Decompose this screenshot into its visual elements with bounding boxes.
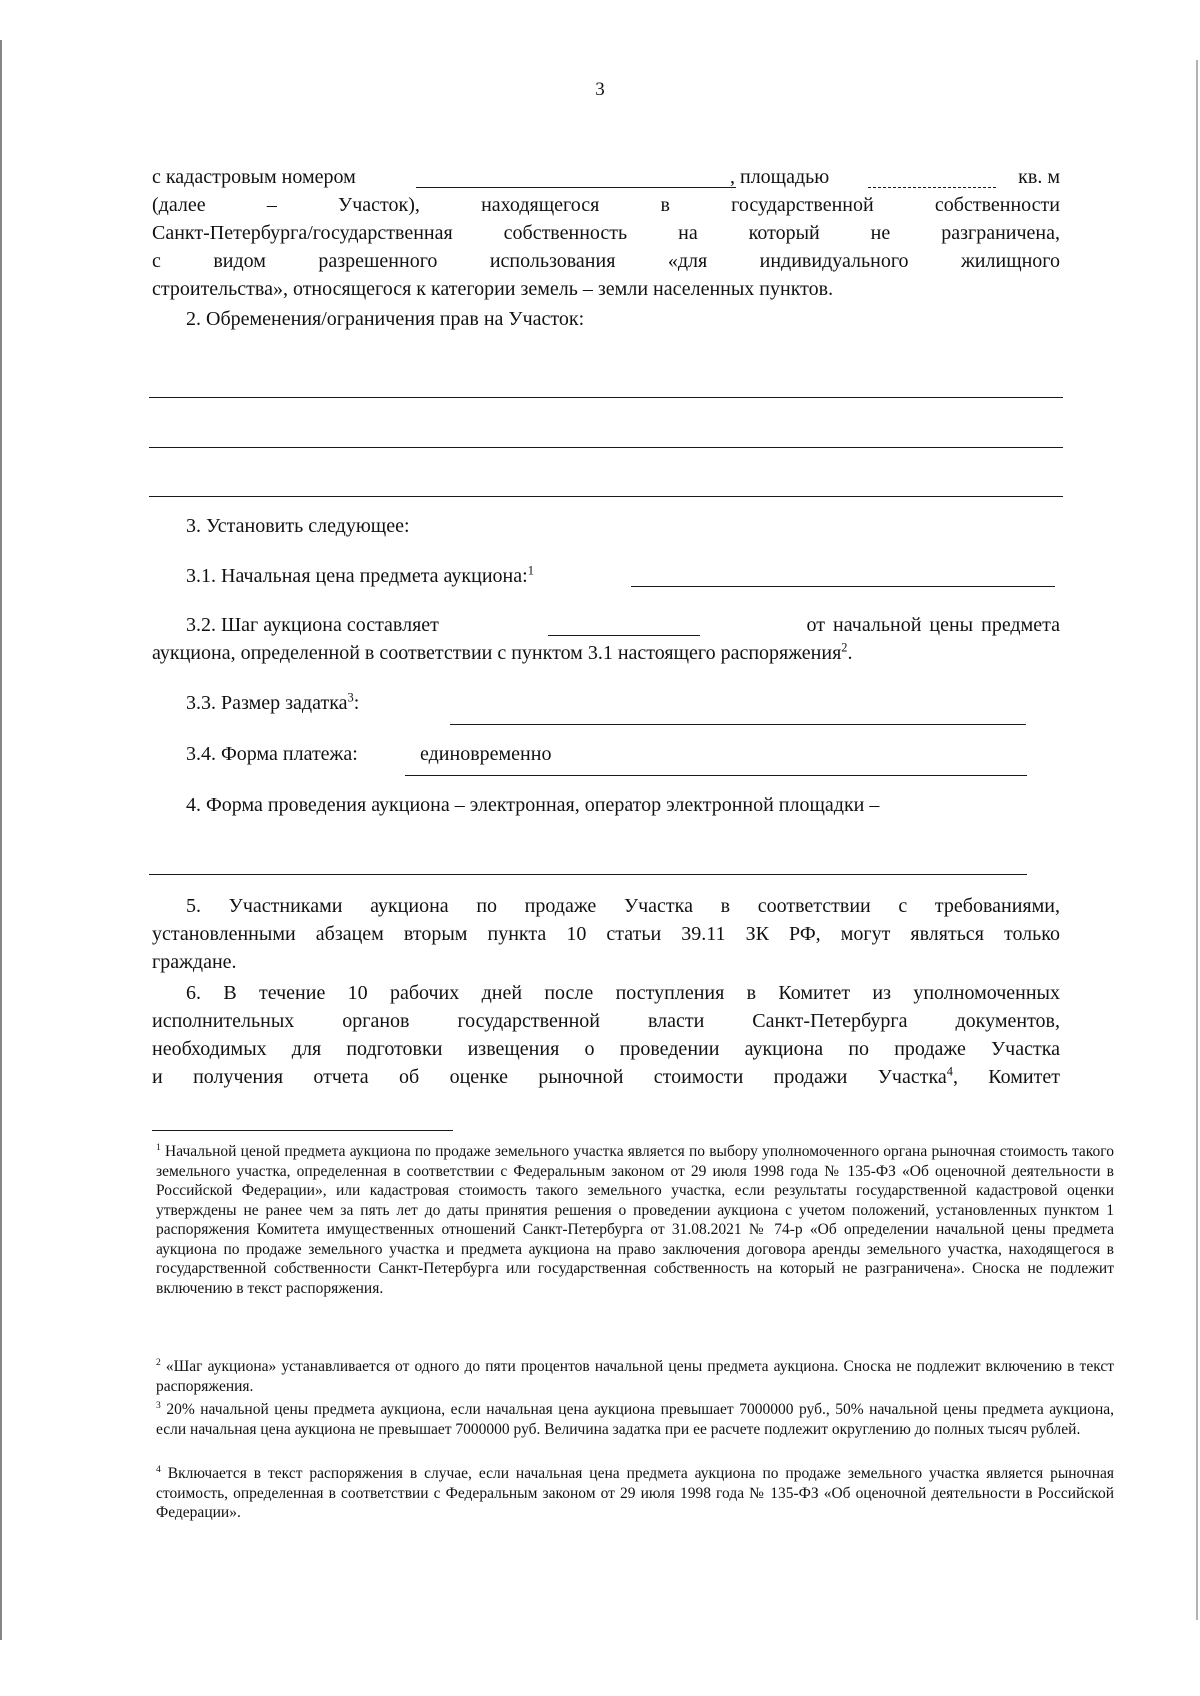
- deposit-blank: [450, 724, 1026, 725]
- section-3-2-line-1: [186, 612, 1060, 640]
- section-6-line-4-text: и получения отчета об оценке рыночной стоимости продажи Участка: [152, 1066, 947, 1088]
- section-3-2-line-2-end: .: [847, 642, 853, 664]
- section-3-heading: 3. Установить следующее:: [186, 515, 410, 537]
- footnote-1-number: 1: [156, 1141, 161, 1153]
- footnote-4-text: Включается в текст распоряжения в случае, если начальная цена предмета аукциона по продаже земельного участка является рыночная стоимость, определенная в соответствии с Федеральным законом от 29 июля 1998 года № 135-ФЗ «Об оценочной деятельности в Российской Федерации».: [156, 1465, 1115, 1521]
- footnote-ref-4: 4: [946, 1064, 953, 1079]
- section-5-line-3: граждане.: [152, 951, 237, 973]
- section-6-line-1: 6. В течение 10 рабочих дней после поступления в Комитет из уполномоченных: [186, 982, 1060, 1004]
- section-6-line-4-end: , Комитет: [952, 1066, 1060, 1088]
- section-6-line-3: необходимых для подготовки извещения о проведении аукциона по продаже Участка: [152, 1038, 1060, 1060]
- section-5-line-1: 5. Участниками аукциона по продаже Участка в соответствии с требованиями,: [186, 895, 1060, 917]
- area-unit: кв. м: [1018, 166, 1060, 188]
- scan-edge-right: [1196, 60, 1198, 1620]
- section-3-3-text: 3.3. Размер задатка: [186, 692, 348, 714]
- intro-line-5: строительства», относящегося к категории земель – земли населенных пунктов.: [152, 278, 834, 300]
- area-blank: [868, 187, 996, 188]
- cadastral-label: с кадастровым номером: [152, 166, 356, 188]
- section-3-3-suffix: :: [353, 692, 360, 714]
- intro-line-3: Санкт-Петербурга/государственная собственность на который не разграничена,: [152, 222, 1060, 244]
- intro-line-1: [152, 164, 1060, 192]
- section-3-1: [186, 563, 534, 591]
- footnote-3: [156, 1400, 1114, 1439]
- footnote-4: [156, 1464, 1114, 1523]
- section-3-2-text-right: от начальной цены предмета: [806, 614, 1060, 636]
- start-price-blank: [631, 586, 1055, 587]
- footnote-2-number: 2: [156, 1356, 161, 1368]
- intro-line-2: (далее – Участок), находящегося в государственной собственности: [152, 194, 1060, 216]
- auction-step-blank: [548, 635, 700, 636]
- footnote-3-number: 3: [156, 1399, 161, 1411]
- operator-blank: [149, 874, 1027, 875]
- section-3-4-label: 3.4. Форма платежа:: [186, 743, 358, 765]
- section-3-1-text: 3.1. Начальная цена предмета аукциона:: [186, 565, 528, 587]
- section-6-line-2: исполнительных органов государственной власти Санкт-Петербурга документов,: [152, 1010, 1060, 1032]
- section-2-text: 2. Обременения/ограничения прав на Участок:: [186, 308, 585, 330]
- section-3-4-value: единовременно: [420, 743, 552, 765]
- cadastral-number-blank: [416, 187, 736, 188]
- scan-edge-left: [0, 40, 2, 1640]
- page-number: 3: [595, 79, 605, 100]
- footnote-ref-2: 2: [841, 640, 848, 655]
- section-3-2-line-2-text: аукциона, определенной в соответствии с пунктом 3.1 настоящего распоряжения: [152, 642, 842, 664]
- section-6-line-4: [152, 1064, 1060, 1092]
- section-3-3: [186, 690, 359, 718]
- footnote-1-text: Начальной ценой предмета аукциона по продаже земельного участка является по выбору уполномоченного органа рыночная стоимость такого земельного участка, определенная в соответствии с Федеральным законом от 29 июля 1998 года № 135-ФЗ «Об оценочной деятельности в Российской Федерации», или кадастровая стоимость такого земельного участка, если результаты государственной кадастровой оценки утверждены не ранее чем за пять лет до даты принятия решения о проведении аукциона с учетом положений, установленных пунктом 1 распоряжения Комитета имущественных отношений Санкт-Петербурга от 31.08.2021 № 74-р «Об определении начальной цены предмета аукциона по продаже земельного участка и предмета аукциона на право заключения договора аренды земельного участка, находящегося в государственной собственности Санкт-Петербурга или государственная собственность на который не разграничена». Сноска не подлежит включению в текст распоряжения.: [156, 1143, 1115, 1297]
- intro-line-4: с видом разрешенного использования «для индивидуального жилищного: [152, 250, 1060, 272]
- footnote-1: [156, 1142, 1114, 1298]
- footnote-ref-3: 3: [347, 690, 354, 705]
- footnote-ref-1: 1: [527, 563, 534, 578]
- encumbrance-line-1: [149, 397, 1063, 398]
- area-label: , площадью: [730, 166, 830, 188]
- section-3-2-text-left: 3.2. Шаг аукциона составляет: [186, 614, 439, 636]
- footnote-4-number: 4: [156, 1463, 161, 1475]
- section-4-text: 4. Форма проведения аукциона – электронная, оператор электронной площадки –: [186, 794, 880, 816]
- footnote-2-text: «Шаг аукциона» устанавливается от одного до пяти процентов начальной цены предмета аукциона. Сноска не подлежит включению в текст распоряжения.: [156, 1358, 1114, 1395]
- payment-form-line: [405, 775, 1027, 776]
- section-5-line-2: установленными абзацем вторым пункта 10 статьи 39.11 ЗК РФ, могут являться только: [152, 923, 1060, 945]
- footnote-2: [156, 1357, 1114, 1396]
- footnote-separator: [152, 1130, 453, 1131]
- footnote-3-text: 20% начальной цены предмета аукциона, если начальная цена аукциона превышает 7000000 руб., 50% начальной цены предмета аукциона, если начальная цена аукциона не превышает 7000000 руб. Величина задатка при ее расчете подлежит округлению до полных тысяч рублей.: [156, 1401, 1115, 1438]
- encumbrance-line-2: [149, 447, 1063, 448]
- section-3-2-line-2: [152, 640, 1060, 668]
- encumbrance-line-3: [149, 496, 1063, 497]
